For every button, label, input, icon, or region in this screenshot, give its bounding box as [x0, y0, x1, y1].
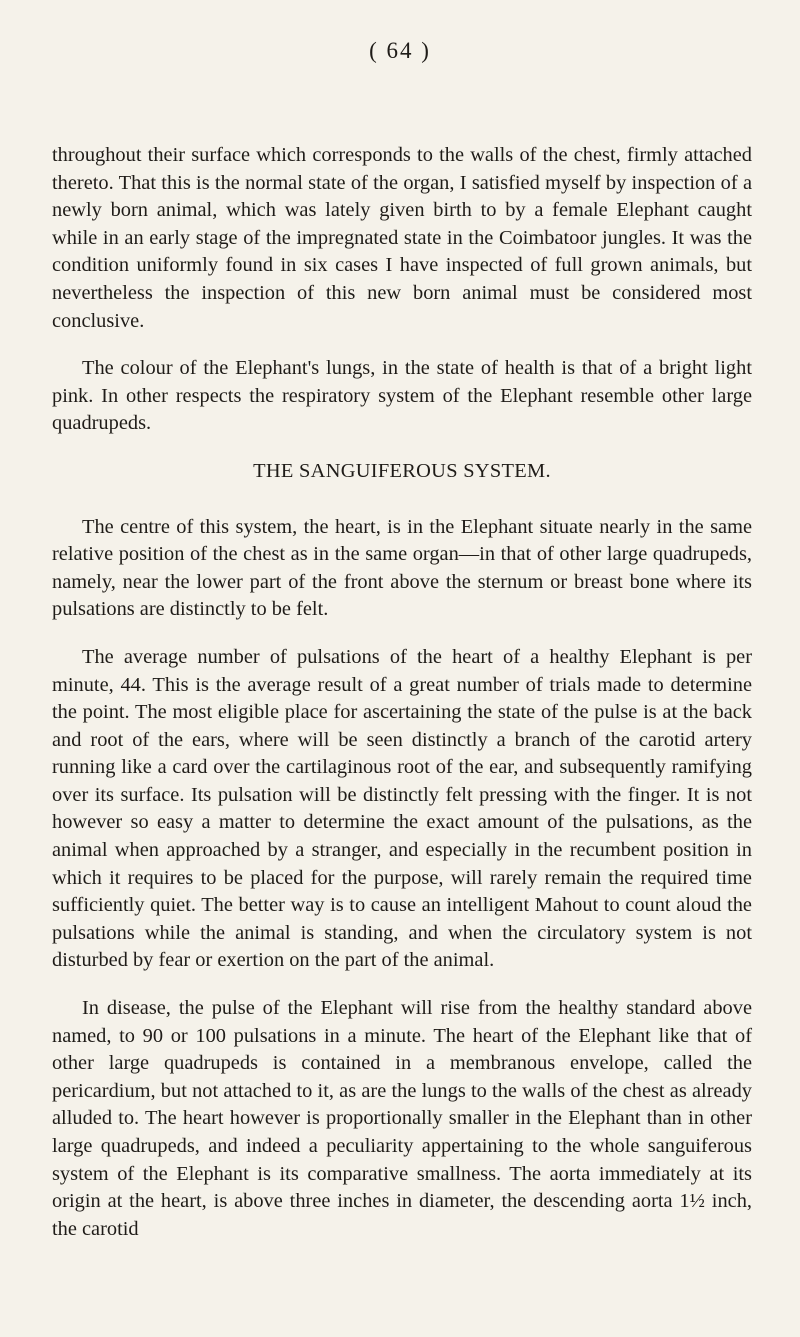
paragraph-pulse: The average number of pulsations of the heart of a healthy Elephant is per minute, 44. This is the average result of a great number of trials made to determine the point. The most eligible place for ascertaining the state of the pulse is at the back and root of the ears, where will be seen distinctly a branch of the carotid artery running like a card over the cartilaginous root of the ear, and subsequently ramifying over its surface. Its pulsation will be distinctly felt pressing with the finger. It is not however so easy a matter to determine the exact amount of the pulsations, as the animal when approached by a stranger, and especially in the recumbent position in which it requires to be placed for the purpose, will rarely remain the required time sufficiently quiet. The better way is to cause an intelligent Mahout to count aloud the pulsations while the animal is standing, and when the circulatory system is not disturbed by fear or exertion on the part of the animal.	[52, 645, 752, 972]
paragraph-continuation: throughout their surface which corresponds to the walls of the chest, firmly attached thereto. That this is the normal state of the organ, I satisfied myself by inspection of a newly born animal, which was lately given birth to by a female Elephant caught while in an early stage of the impregnated state in the Coimbatoor jungles. It was the condition uniformly found in six cases I have inspected of full grown animals, but nevertheless the inspection of this new born animal must be considered most conclusive.	[52, 144, 752, 332]
paragraph-lung-colour: The colour of the Elephant's lungs, in the state of health is that of a bright light pink. In other respects the respiratory system of the Elephant resemble other large quadrupeds.	[52, 357, 752, 435]
page-number: ( 64 )	[369, 38, 431, 63]
paragraph-disease: In disease, the pulse of the Elephant will rise from the healthy standard above named, to 90 or 100 pulsations in a minute. The heart of the Elephant like that of other large quadrupeds is contained in a membranous envelope, called the pericardium, but not attached to it, as are the lungs to the walls of the chest as already alluded to. The heart however is proportionally smaller in the Elephant than in other large quadrupeds, and indeed a peculiarity appertaining to the whole sanguiferous system of the Elephant is its comparative smallness. The aorta immediately at its origin at the heart, is above three inches in diameter, the descending aorta 1½ inch, the carotid	[52, 997, 752, 1240]
paragraph-heart-position: The centre of this system, the heart, is in the Elephant situate nearly in the same relative position of the chest as in the same organ—in that of other large quadrupeds, namely, near the lower part of the front above the sternum or breast bone where its pulsations are distinctly to be felt.	[52, 515, 752, 621]
body-text	[52, 142, 752, 1263]
section-heading: THE SANGUIFEROUS SYSTEM.	[253, 459, 551, 482]
